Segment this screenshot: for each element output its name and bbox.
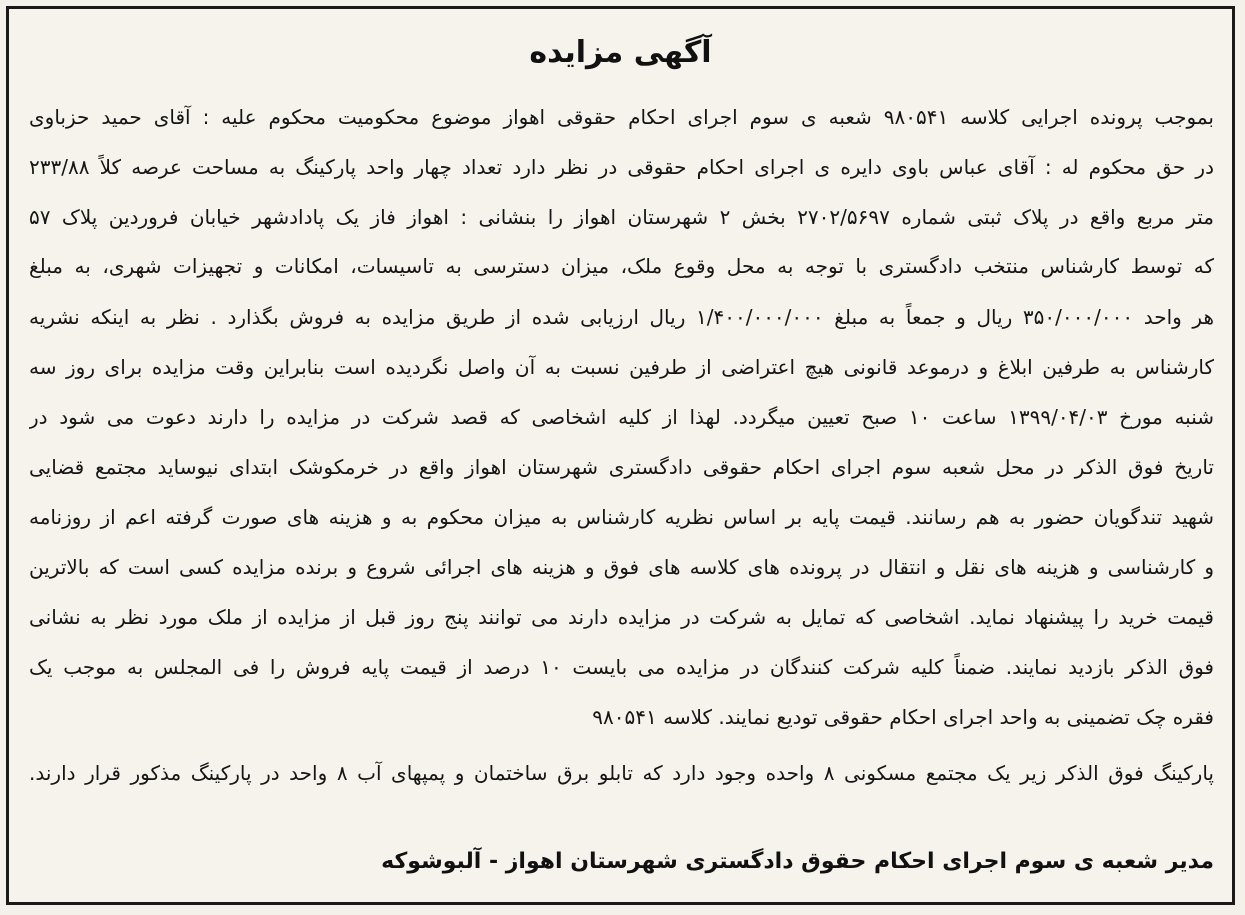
notice-line: تاریخ فوق الذکر در محل شعبه سوم اجرای احکام حقوقی دادگستری شهرستان اهواز واقع در خرمکوشک ابتدای نیوساید مجتمع قضایی xyxy=(29,455,1214,479)
notice-title: آگهی مزایده xyxy=(529,35,712,70)
notice-line: و کارشناسی و هزینه های نقل و انتقال در پرونده های کلاسه های فوق و هزینه های اجرائی شروع و برنده مزایده کسی است که بالاترین xyxy=(29,555,1214,579)
notice-line: قیمت خرید را پیشنهاد نماید. اشخاصی که تمایل به شرکت در مزایده دارند می توانند پنج روز قبل از مزایده از ملک مورد نظر به نشانی xyxy=(29,605,1214,629)
notice-signature: مدیر شعبه ی سوم اجرای احکام حقوق دادگستری شهرستان اهواز - آلبوشوکه xyxy=(381,849,1214,874)
notice-frame xyxy=(6,6,1235,905)
notice-line: شهید تندگویان حضور به هم رسانند. قیمت پایه بر اساس نظریه کارشناس به میزان محکوم به و هزینه های صورت گرفته اعم از روزنامه xyxy=(29,505,1214,529)
notice-note: پارکینگ فوق الذکر زیر یک مجتمع مسکونی ۸ واحده وجود دارد که تابلو برق ساختمان و پمپهای آب ۸ واحد در پارکینگ مذکور قرار دارند. xyxy=(29,761,1214,785)
notice-line: متر مربع واقع در پلاک ثبتی شماره ۲۷۰۲/۵۶۹۷ بخش ۲ شهرستان اهواز را بنشانی : اهواز فاز یک پادادشهر خیابان فروردین پلاک ۵۷ xyxy=(29,205,1214,229)
notice-line: در حق محکوم له : آقای عباس باوی دایره ی اجرای احکام حقوقی در نظر دارد تعداد چهار واحد پارکینگ به مساحت عرصه کلاً ۲۳۳/۸۸ xyxy=(29,155,1214,179)
notice-line: فقره چک تضمینی به واحد اجرای احکام حقوقی تودیع نمایند. کلاسه ۹۸۰۵۴۱ xyxy=(592,705,1214,729)
notice-line: هر واحد ۳۵۰/۰۰۰/۰۰۰ ریال و جمعاً به مبلغ ۱/۴۰۰/۰۰۰/۰۰۰ ریال ارزیابی شده از طریق مزایده به فروش بگذارد . نظر به اینکه نشریه xyxy=(29,305,1214,329)
notice-line: شنبه مورخ ۱۳۹۹/۰۴/۰۳ ساعت ۱۰ صبح تعیین میگردد. لهذا از کلیه اشخاصی که قصد شرکت در مزایده را دارند دعوت می شود در xyxy=(29,405,1214,429)
notice-line: بموجب پرونده اجرایی کلاسه ۹۸۰۵۴۱ شعبه ی سوم اجرای احکام حقوقی اهواز موضوع محکومیت محکوم علیه : آقای حمید حزباوی xyxy=(29,105,1214,129)
notice-line: کارشناس به طرفین ابلاغ و درموعد قانونی هیچ اعتراضی از طرفین نسبت به آن واصل نگردیده است بنابراین وقت مزایده برای روز سه xyxy=(29,355,1214,379)
notice-line: که توسط کارشناس منتخب دادگستری با توجه به محل وقوع ملک، میزان دسترسی به تاسیسات، امکانات و تجهیزات شهری، به مبلغ xyxy=(29,254,1214,278)
notice-line: فوق الذکر بازدید نمایند. ضمناً کلیه شرکت کنندگان در مزایده می بایست ۱۰ درصد از قیمت پایه فروش را فی المجلس به موجب یک xyxy=(29,655,1214,679)
